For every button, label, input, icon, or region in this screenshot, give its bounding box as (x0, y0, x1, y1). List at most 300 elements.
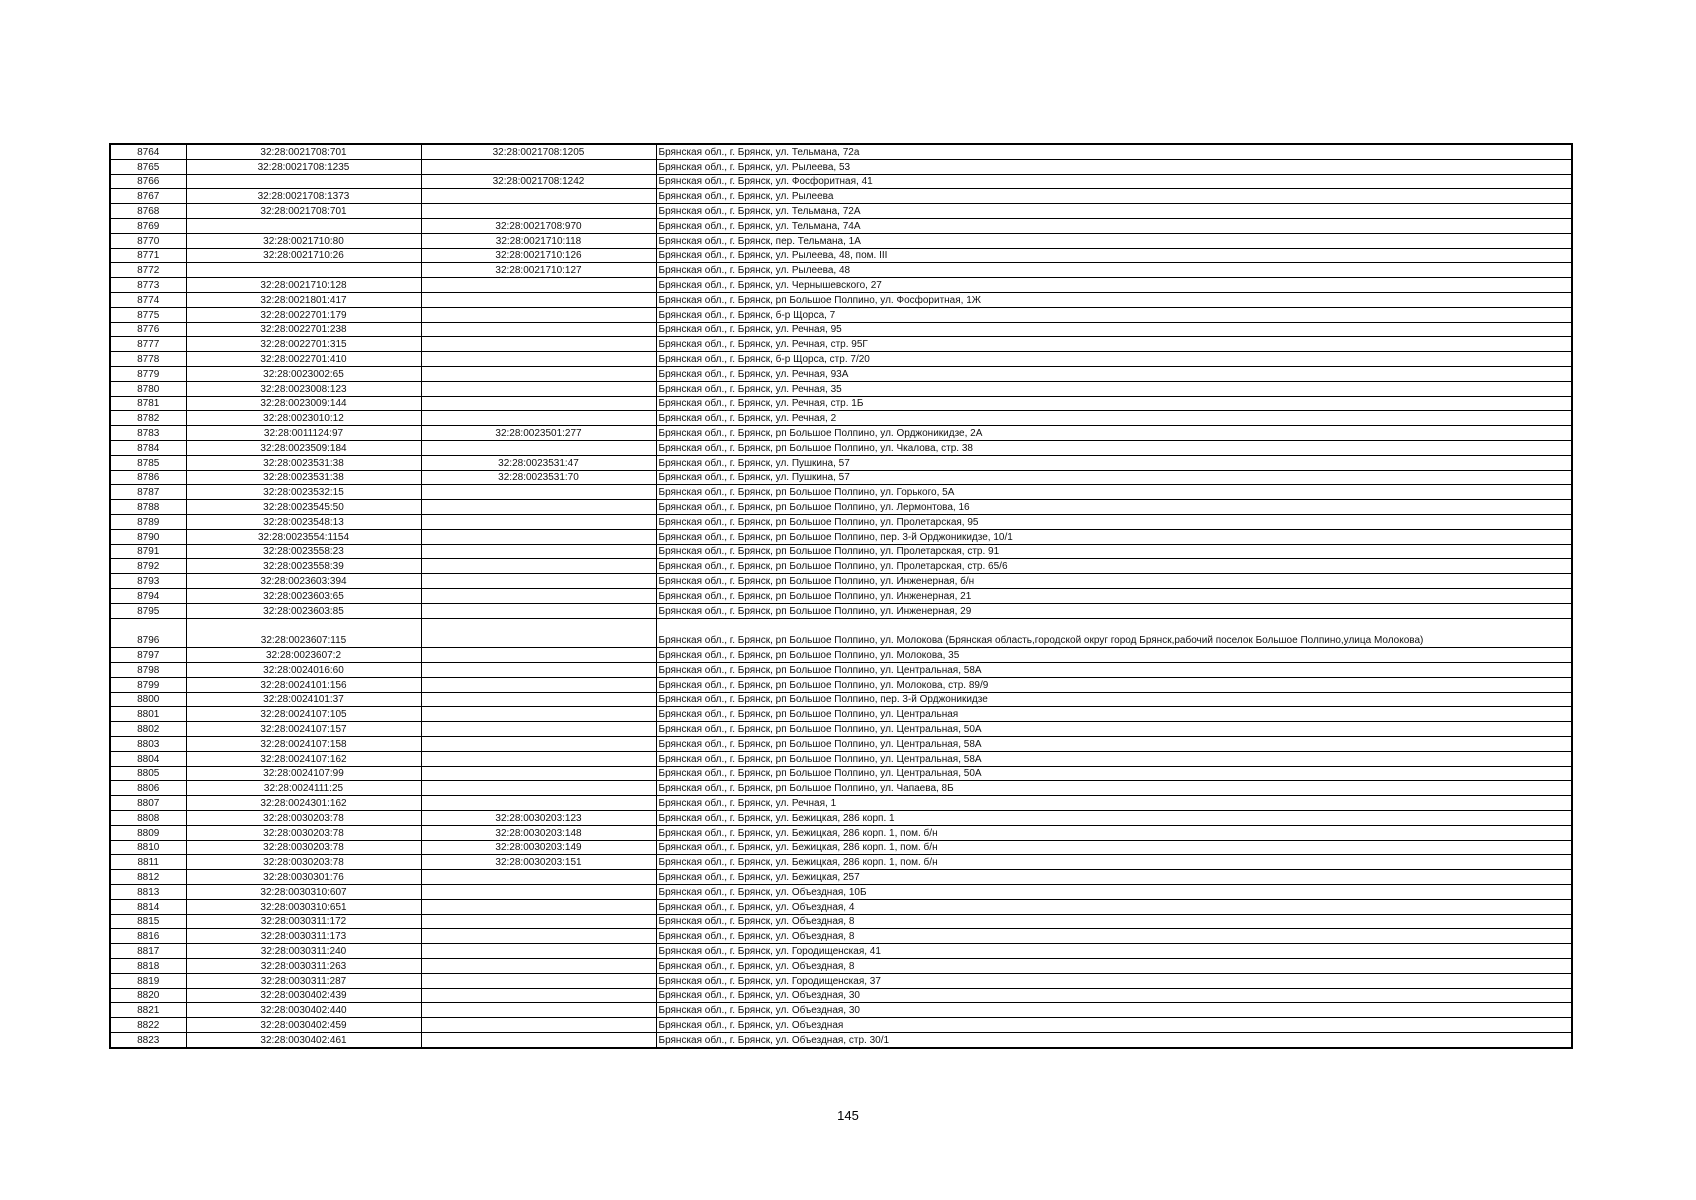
address-cell: Брянская обл., г. Брянск, ул. Объездная, 4 (656, 899, 1572, 914)
table-row (110, 663, 1572, 678)
table-row (110, 855, 1572, 870)
object-number-cell (421, 292, 656, 307)
row-number-cell: 8789 (110, 514, 186, 529)
row-number-cell: 8786 (110, 470, 186, 485)
object-number-cell (421, 204, 656, 219)
row-number-cell: 8822 (110, 1018, 186, 1033)
object-number-cell (421, 1003, 656, 1018)
cadastral-number-cell: 32:28:0021710:128 (186, 278, 421, 293)
row-number-cell: 8802 (110, 722, 186, 737)
table-row (110, 204, 1572, 219)
address-cell: Брянская обл., г. Брянск, ул. Объездная, 30 (656, 1003, 1572, 1018)
address-cell: Брянская обл., г. Брянск, б-р Щорса, стр. 7/20 (656, 352, 1572, 367)
object-number-cell (421, 781, 656, 796)
object-number-cell: 32:28:0021710:127 (421, 263, 656, 278)
table-row (110, 292, 1572, 307)
object-number-cell (421, 381, 656, 396)
row-number-cell: 8776 (110, 322, 186, 337)
address-cell: Брянская обл., г. Брянск, ул. Тельмана, 74А (656, 218, 1572, 233)
object-number-cell (421, 440, 656, 455)
address-cell: Брянская обл., г. Брянск, ул. Бежицкая, 286 корп. 1 (656, 811, 1572, 826)
address-cell: Брянская обл., г. Брянск, рп Большое Полпино, ул. Центральная, 58А (656, 751, 1572, 766)
table-row (110, 840, 1572, 855)
row-number-cell: 8809 (110, 825, 186, 840)
cadastral-number-cell: 32:28:0023607:115 (186, 618, 421, 648)
row-number-cell: 8814 (110, 899, 186, 914)
cadastral-number-cell: 32:28:0022701:179 (186, 307, 421, 322)
object-number-cell (421, 692, 656, 707)
address-cell: Брянская обл., г. Брянск, рп Большое Полпино, ул. Фосфоритная, 1Ж (656, 292, 1572, 307)
row-number-cell: 8792 (110, 559, 186, 574)
cadastral-number-cell: 32:28:0024101:156 (186, 677, 421, 692)
object-number-cell (421, 796, 656, 811)
object-number-cell (421, 411, 656, 426)
address-cell: Брянская обл., г. Брянск, рп Большое Полпино, пер. 3-й Орджоникидзе, 10/1 (656, 529, 1572, 544)
table-row (110, 766, 1572, 781)
address-cell: Брянская обл., г. Брянск, ул. Речная, 35 (656, 381, 1572, 396)
address-cell: Брянская обл., г. Брянск, рп Большое Полпино, ул. Пролетарская, 95 (656, 514, 1572, 529)
object-number-cell (421, 529, 656, 544)
table-row (110, 426, 1572, 441)
object-number-cell (421, 929, 656, 944)
object-number-cell: 32:28:0021710:126 (421, 248, 656, 263)
row-number-cell: 8798 (110, 663, 186, 678)
table-row (110, 218, 1572, 233)
row-number-cell: 8788 (110, 500, 186, 515)
address-cell: Брянская обл., г. Брянск, рп Большое Полпино, ул. Центральная (656, 707, 1572, 722)
row-number-cell: 8816 (110, 929, 186, 944)
row-number-cell: 8783 (110, 426, 186, 441)
object-number-cell: 32:28:0023501:277 (421, 426, 656, 441)
table-row (110, 885, 1572, 900)
address-cell: Брянская обл., г. Брянск, рп Большое Полпино, ул. Пролетарская, стр. 91 (656, 544, 1572, 559)
cadastral-number-cell: 32:28:0024111:25 (186, 781, 421, 796)
table-row (110, 603, 1572, 618)
address-cell: Брянская обл., г. Брянск, рп Большое Полпино, ул. Инженерная, 21 (656, 588, 1572, 603)
address-cell: Брянская обл., г. Брянск, рп Большое Полпино, ул. Центральная, 58А (656, 663, 1572, 678)
row-number-cell: 8819 (110, 973, 186, 988)
address-cell: Брянская обл., г. Брянск, ул. Речная, 1 (656, 796, 1572, 811)
table-row (110, 677, 1572, 692)
row-number-cell: 8797 (110, 648, 186, 663)
table-row (110, 396, 1572, 411)
address-cell: Брянская обл., г. Брянск, ул. Объездная, 8 (656, 959, 1572, 974)
table-row (110, 174, 1572, 189)
table-row (110, 988, 1572, 1003)
cadastral-number-cell: 32:28:0024107:162 (186, 751, 421, 766)
object-number-cell (421, 544, 656, 559)
address-cell: Брянская обл., г. Брянск, ул. Речная, 2 (656, 411, 1572, 426)
cadastral-number-cell: 32:28:0023558:23 (186, 544, 421, 559)
cadastral-number-cell: 32:28:0023603:85 (186, 603, 421, 618)
table-row (110, 1018, 1572, 1033)
address-cell: Брянская обл., г. Брянск, б-р Щорса, 7 (656, 307, 1572, 322)
cadastral-number-cell: 32:28:0030311:240 (186, 944, 421, 959)
address-cell: Брянская обл., г. Брянск, ул. Городищенская, 41 (656, 944, 1572, 959)
object-number-cell (421, 737, 656, 752)
cadastral-number-cell: 32:28:0030311:287 (186, 973, 421, 988)
table-row (110, 278, 1572, 293)
object-number-cell (421, 677, 656, 692)
address-cell: Брянская обл., г. Брянск, ул. Тельмана, 72А (656, 204, 1572, 219)
object-number-cell (421, 722, 656, 737)
address-cell: Брянская обл., г. Брянск, ул. Бежицкая, 257 (656, 870, 1572, 885)
table-row (110, 796, 1572, 811)
address-cell: Брянская обл., г. Брянск, ул. Рылеева (656, 189, 1572, 204)
row-number-cell: 8774 (110, 292, 186, 307)
cadastral-number-cell (186, 174, 421, 189)
row-number-cell: 8771 (110, 248, 186, 263)
cadastral-number-cell: 32:28:0023603:65 (186, 588, 421, 603)
row-number-cell: 8785 (110, 455, 186, 470)
cadastral-number-cell: 32:28:0023509:184 (186, 440, 421, 455)
cadastral-number-cell: 32:28:0030203:78 (186, 855, 421, 870)
row-number-cell: 8769 (110, 218, 186, 233)
cadastral-number-cell: 32:28:0023607:2 (186, 648, 421, 663)
cadastral-number-cell: 32:28:0030310:651 (186, 899, 421, 914)
row-number-cell: 8817 (110, 944, 186, 959)
object-number-cell: 32:28:0030203:148 (421, 825, 656, 840)
cadastral-number-cell: 32:28:0021708:701 (186, 204, 421, 219)
cadastral-number-cell: 32:28:0030402:459 (186, 1018, 421, 1033)
table-row (110, 751, 1572, 766)
address-cell: Брянская обл., г. Брянск, рп Большое Полпино, ул. Орджоникидзе, 2А (656, 426, 1572, 441)
table-row (110, 914, 1572, 929)
cadastral-number-cell: 32:28:0024107:105 (186, 707, 421, 722)
row-number-cell: 8812 (110, 870, 186, 885)
page-number: 145 (837, 1108, 859, 1123)
address-cell: Брянская обл., г. Брянск, ул. Пушкина, 57 (656, 455, 1572, 470)
table-row (110, 248, 1572, 263)
table-row (110, 899, 1572, 914)
object-number-cell (421, 559, 656, 574)
object-number-cell (421, 189, 656, 204)
cadastral-number-cell: 32:28:0030203:78 (186, 840, 421, 855)
table-row (110, 588, 1572, 603)
object-number-cell (421, 914, 656, 929)
table-row (110, 870, 1572, 885)
object-number-cell: 32:28:0021708:1205 (421, 144, 656, 159)
object-number-cell (421, 322, 656, 337)
cadastral-number-cell: 32:28:0030203:78 (186, 811, 421, 826)
address-cell: Брянская обл., г. Брянск, рп Большое Полпино, ул. Инженерная, 29 (656, 603, 1572, 618)
address-cell: Брянская обл., г. Брянск, ул. Бежицкая, 286 корп. 1, пом. б/н (656, 855, 1572, 870)
cadastral-number-cell (186, 263, 421, 278)
row-number-cell: 8811 (110, 855, 186, 870)
address-cell: Брянская обл., г. Брянск, ул. Объездная, 8 (656, 929, 1572, 944)
object-number-cell (421, 352, 656, 367)
row-number-cell: 8773 (110, 278, 186, 293)
object-number-cell (421, 751, 656, 766)
cadastral-number-cell: 32:28:0021708:701 (186, 144, 421, 159)
row-number-cell: 8794 (110, 588, 186, 603)
object-number-cell (421, 337, 656, 352)
cadastral-number-cell: 32:28:0022701:238 (186, 322, 421, 337)
object-number-cell: 32:28:0030203:149 (421, 840, 656, 855)
address-cell: Брянская обл., г. Брянск, ул. Рылеева, 48 (656, 263, 1572, 278)
address-cell: Брянская обл., г. Брянск, ул. Бежицкая, 286 корп. 1, пом. б/н (656, 825, 1572, 840)
object-number-cell (421, 885, 656, 900)
row-number-cell: 8768 (110, 204, 186, 219)
table-body (110, 144, 1572, 1048)
table-row (110, 781, 1572, 796)
address-cell: Брянская обл., г. Брянск, ул. Тельмана, 72а (656, 144, 1572, 159)
row-number-cell: 8780 (110, 381, 186, 396)
row-number-cell: 8764 (110, 144, 186, 159)
object-number-cell (421, 973, 656, 988)
table-row (110, 1003, 1572, 1018)
object-number-cell: 32:28:0023531:70 (421, 470, 656, 485)
object-number-cell (421, 278, 656, 293)
object-number-cell (421, 574, 656, 589)
table-row (110, 411, 1572, 426)
row-number-cell: 8765 (110, 159, 186, 174)
object-number-cell (421, 1018, 656, 1033)
table-row (110, 352, 1572, 367)
cadastral-number-cell: 32:28:0023009:144 (186, 396, 421, 411)
row-number-cell: 8806 (110, 781, 186, 796)
table-row (110, 485, 1572, 500)
table-row (110, 366, 1572, 381)
row-number-cell: 8787 (110, 485, 186, 500)
row-number-cell: 8805 (110, 766, 186, 781)
cadastral-number-cell: 32:28:0023531:38 (186, 455, 421, 470)
address-cell: Брянская обл., г. Брянск, ул. Бежицкая, 286 корп. 1, пом. б/н (656, 840, 1572, 855)
table-row (110, 737, 1572, 752)
row-number-cell: 8779 (110, 366, 186, 381)
table-row (110, 529, 1572, 544)
address-cell: Брянская обл., г. Брянск, ул. Речная, 93А (656, 366, 1572, 381)
row-number-cell: 8807 (110, 796, 186, 811)
table-row (110, 825, 1572, 840)
address-cell: Брянская обл., г. Брянск, ул. Объездная (656, 1018, 1572, 1033)
table-row (110, 574, 1572, 589)
table-row (110, 618, 1572, 648)
cadastral-number-cell: 32:28:0030311:173 (186, 929, 421, 944)
table-row (110, 144, 1572, 159)
cadastral-number-cell: 32:28:0021708:1373 (186, 189, 421, 204)
cadastral-number-cell: 32:28:0021710:26 (186, 248, 421, 263)
row-number-cell: 8813 (110, 885, 186, 900)
object-number-cell: 32:28:0023531:47 (421, 455, 656, 470)
object-number-cell: 32:28:0030203:123 (421, 811, 656, 826)
cadastral-table (109, 143, 1573, 1049)
cadastral-number-cell: 32:28:0030402:461 (186, 1033, 421, 1048)
cadastral-number-cell: 32:28:0011124:97 (186, 426, 421, 441)
row-number-cell: 8767 (110, 189, 186, 204)
object-number-cell: 32:28:0030203:151 (421, 855, 656, 870)
address-cell: Брянская обл., г. Брянск, рп Большое Полпино, ул. Лермонтова, 16 (656, 500, 1572, 515)
cadastral-number-cell: 32:28:0021710:80 (186, 233, 421, 248)
table-row (110, 440, 1572, 455)
address-cell: Брянская обл., г. Брянск, ул. Речная, 95 (656, 322, 1572, 337)
object-number-cell (421, 307, 656, 322)
address-cell: Брянская обл., г. Брянск, рп Большое Полпино, ул. Горького, 5А (656, 485, 1572, 500)
object-number-cell (421, 870, 656, 885)
row-number-cell: 8795 (110, 603, 186, 618)
cadastral-number-cell: 32:28:0030402:439 (186, 988, 421, 1003)
row-number-cell: 8796 (110, 618, 186, 648)
table-row (110, 692, 1572, 707)
row-number-cell: 8804 (110, 751, 186, 766)
cadastral-number-cell: 32:28:0030310:607 (186, 885, 421, 900)
cadastral-number-cell: 32:28:0022701:315 (186, 337, 421, 352)
table-row (110, 707, 1572, 722)
row-number-cell: 8821 (110, 1003, 186, 1018)
object-number-cell (421, 514, 656, 529)
table-row (110, 263, 1572, 278)
table-row (110, 455, 1572, 470)
cadastral-number-cell: 32:28:0024016:60 (186, 663, 421, 678)
row-number-cell: 8770 (110, 233, 186, 248)
cadastral-number-cell: 32:28:0023008:123 (186, 381, 421, 396)
row-number-cell: 8793 (110, 574, 186, 589)
table-row (110, 944, 1572, 959)
cadastral-number-cell: 32:28:0023531:38 (186, 470, 421, 485)
row-number-cell: 8803 (110, 737, 186, 752)
cadastral-number-cell: 32:28:0030402:440 (186, 1003, 421, 1018)
cadastral-number-cell: 32:28:0023002:65 (186, 366, 421, 381)
table-row (110, 189, 1572, 204)
cadastral-number-cell: 32:28:0021708:1235 (186, 159, 421, 174)
object-number-cell (421, 707, 656, 722)
address-cell: Брянская обл., г. Брянск, рп Большое Полпино, ул. Молокова, 35 (656, 648, 1572, 663)
object-number-cell (421, 663, 656, 678)
address-cell: Брянская обл., г. Брянск, пер. Тельмана, 1А (656, 233, 1572, 248)
row-number-cell: 8772 (110, 263, 186, 278)
table-row (110, 381, 1572, 396)
table-row (110, 929, 1572, 944)
row-number-cell: 8784 (110, 440, 186, 455)
cadastral-number-cell: 32:28:0023545:50 (186, 500, 421, 515)
address-cell: Брянская обл., г. Брянск, ул. Рылеева, 48, пом. III (656, 248, 1572, 263)
address-cell: Брянская обл., г. Брянск, ул. Пушкина, 57 (656, 470, 1572, 485)
address-cell: Брянская обл., г. Брянск, ул. Объездная, 8 (656, 914, 1572, 929)
address-cell: Брянская обл., г. Брянск, ул. Объездная, 10Б (656, 885, 1572, 900)
cadastral-number-cell: 32:28:0030311:172 (186, 914, 421, 929)
address-cell: Брянская обл., г. Брянск, ул. Фосфоритная, 41 (656, 174, 1572, 189)
object-number-cell (421, 603, 656, 618)
row-number-cell: 8823 (110, 1033, 186, 1048)
object-number-cell: 32:28:0021708:1242 (421, 174, 656, 189)
address-cell: Брянская обл., г. Брянск, рп Большое Полпино, ул. Центральная, 50А (656, 722, 1572, 737)
cadastral-number-cell: 32:28:0023603:394 (186, 574, 421, 589)
address-cell: Брянская обл., г. Брянск, ул. Речная, стр. 95Г (656, 337, 1572, 352)
object-number-cell (421, 500, 656, 515)
cadastral-number-cell: 32:28:0024101:37 (186, 692, 421, 707)
address-cell: Брянская обл., г. Брянск, рп Большое Полпино, пер. 3-й Орджоникидзе (656, 692, 1572, 707)
row-number-cell: 8799 (110, 677, 186, 692)
table-row (110, 544, 1572, 559)
cadastral-number-cell: 32:28:0024107:158 (186, 737, 421, 752)
cadastral-number-cell: 32:28:0023532:15 (186, 485, 421, 500)
address-cell: Брянская обл., г. Брянск, рп Большое Полпино, ул. Чапаева, 8Б (656, 781, 1572, 796)
object-number-cell (421, 396, 656, 411)
row-number-cell: 8781 (110, 396, 186, 411)
address-cell: Брянская обл., г. Брянск, ул. Речная, стр. 1Б (656, 396, 1572, 411)
table-row (110, 648, 1572, 663)
cadastral-number-cell: 32:28:0030203:78 (186, 825, 421, 840)
table-row (110, 500, 1572, 515)
address-cell: Брянская обл., г. Брянск, рп Большое Полпино, ул. Центральная, 58А (656, 737, 1572, 752)
object-number-cell (421, 944, 656, 959)
cadastral-number-cell: 32:28:0023548:13 (186, 514, 421, 529)
table-row (110, 559, 1572, 574)
address-cell: Брянская обл., г. Брянск, ул. Объездная, стр. 30/1 (656, 1033, 1572, 1048)
row-number-cell: 8810 (110, 840, 186, 855)
table-row (110, 514, 1572, 529)
object-number-cell: 32:28:0021710:118 (421, 233, 656, 248)
address-cell: Брянская обл., г. Брянск, ул. Объездная, 30 (656, 988, 1572, 1003)
object-number-cell (421, 959, 656, 974)
row-number-cell: 8778 (110, 352, 186, 367)
table-row (110, 811, 1572, 826)
row-number-cell: 8791 (110, 544, 186, 559)
table-row (110, 307, 1572, 322)
row-number-cell: 8818 (110, 959, 186, 974)
address-cell: Брянская обл., г. Брянск, рп Большое Полпино, ул. Инженерная, б/н (656, 574, 1572, 589)
row-number-cell: 8801 (110, 707, 186, 722)
object-number-cell (421, 648, 656, 663)
row-number-cell: 8820 (110, 988, 186, 1003)
address-cell: Брянская обл., г. Брянск, ул. Рылеева, 53 (656, 159, 1572, 174)
cadastral-number-cell: 32:28:0030301:76 (186, 870, 421, 885)
row-number-cell: 8777 (110, 337, 186, 352)
row-number-cell: 8808 (110, 811, 186, 826)
cadastral-number-cell: 32:28:0023554:1154 (186, 529, 421, 544)
table-row (110, 470, 1572, 485)
cadastral-number-cell: 32:28:0021801:417 (186, 292, 421, 307)
address-cell: Брянская обл., г. Брянск, ул. Городищенская, 37 (656, 973, 1572, 988)
address-cell: Брянская обл., г. Брянск, рп Большое Полпино, ул. Молокова, стр. 89/9 (656, 677, 1572, 692)
table-row (110, 973, 1572, 988)
cadastral-number-cell: 32:28:0024107:157 (186, 722, 421, 737)
row-number-cell: 8790 (110, 529, 186, 544)
row-number-cell: 8766 (110, 174, 186, 189)
cadastral-number-cell: 32:28:0030311:263 (186, 959, 421, 974)
object-number-cell (421, 899, 656, 914)
table-row (110, 959, 1572, 974)
object-number-cell: 32:28:0021708:970 (421, 218, 656, 233)
object-number-cell (421, 159, 656, 174)
address-cell: Брянская обл., г. Брянск, рп Большое Полпино, ул. Пролетарская, стр. 65/6 (656, 559, 1572, 574)
cadastral-number-cell: 32:28:0023010:12 (186, 411, 421, 426)
cadastral-number-cell: 32:28:0023558:39 (186, 559, 421, 574)
address-cell: Брянская обл., г. Брянск, ул. Чернышевского, 27 (656, 278, 1572, 293)
address-cell: Брянская обл., г. Брянск, рп Большое Полпино, ул. Чкалова, стр. 38 (656, 440, 1572, 455)
object-number-cell (421, 366, 656, 381)
cadastral-number-cell (186, 218, 421, 233)
object-number-cell (421, 485, 656, 500)
table-row (110, 722, 1572, 737)
cadastral-number-cell: 32:28:0024107:99 (186, 766, 421, 781)
object-number-cell (421, 618, 656, 648)
table-row (110, 233, 1572, 248)
object-number-cell (421, 988, 656, 1003)
object-number-cell (421, 588, 656, 603)
table-row (110, 159, 1572, 174)
object-number-cell (421, 766, 656, 781)
table-row (110, 337, 1572, 352)
row-number-cell: 8815 (110, 914, 186, 929)
cadastral-number-cell: 32:28:0024301:162 (186, 796, 421, 811)
object-number-cell (421, 1033, 656, 1048)
cadastral-number-cell: 32:28:0022701:410 (186, 352, 421, 367)
row-number-cell: 8782 (110, 411, 186, 426)
address-cell: Брянская обл., г. Брянск, рп Большое Полпино, ул. Центральная, 50А (656, 766, 1572, 781)
row-number-cell: 8775 (110, 307, 186, 322)
table-row (110, 322, 1572, 337)
